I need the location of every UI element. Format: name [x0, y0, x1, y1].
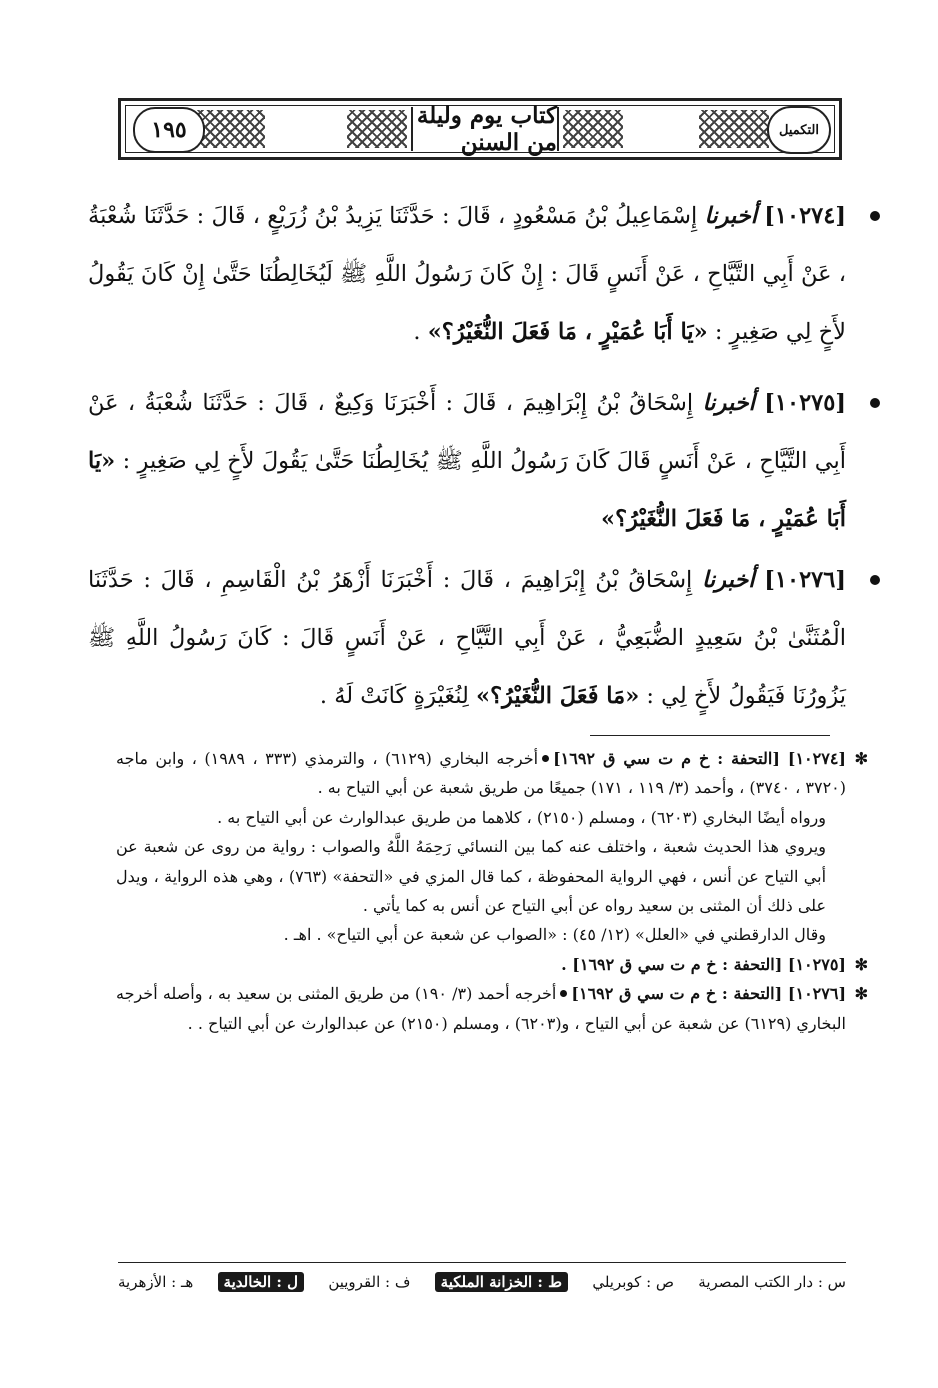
hadith-quote: «يَا أَبَا عُمَيْرٍ ، مَا فَعَلَ النُّغَيْرُ؟»	[88, 448, 846, 532]
page-number: ١٩٥	[151, 117, 187, 143]
footnote-para: ويروي هذا الحديث شعبة ، واختلف عنه كما بين النسائي رَحِمَهُ اللَّهُ والصواب : رواية من روى عن شعبة عن أبي التياح عن أنس ، فهي الرواية المحفوظة ، كما قال المزي في «التحفة» (٧٦٣) ، وهي هذه الرواية ، ويدل على ذلك أن المثنى بن سعيد رواه عن أبي التياح عن أنس به كما يأتي .	[116, 837, 827, 916]
siglum-l: ل : الخالدية	[218, 1272, 305, 1292]
footnote-text: أخرجه أحمد (٣/ ١٩٠) من طريق المثنى بن سعيد به ، وأصله أخرجه البخاري (٦١٢٩) عن شعبة عن أبي التياح ، و(٦٢٠٣) ، ومسلم (٢١٥٠) عن عبدالوارث عن أبي التياح . .	[116, 984, 846, 1033]
asterisk-icon: ✻	[854, 749, 868, 768]
footnote-para: ورواه أيضًا البخاري (٦٢٠٣) ، ومسلم (٢١٥٠) ، كلاهما من طريق عبدالوارث عن أبي التياح به .	[217, 807, 826, 827]
footnote-10274	[116, 744, 868, 950]
manuscript-sigla	[118, 1268, 846, 1296]
akhbarana-label: أخبرنا	[702, 390, 755, 416]
footnote-para: وقال الدارقطني في «العلل» (١٢/ ٤٥) : «الصواب عن شعبة عن أبي التياح» . اهـ .	[283, 925, 826, 945]
hadith-quote: «مَا فَعَلَ النُّغَيْرُ؟»	[476, 683, 640, 709]
hadith-quote: «يَا أَبَا عُمَيْرٍ ، مَا فَعَلَ النُّغَيْرُ؟»	[427, 319, 708, 345]
footnote-ref: [١٠٢٧٥] [التحفة : خ م ت سي ق ١٦٩٢] .	[561, 954, 846, 974]
header-ornament	[699, 110, 769, 148]
footnote-10275	[116, 950, 868, 979]
siglum-ss: ص : كوبريلي	[592, 1273, 675, 1291]
bullet-icon	[870, 211, 880, 221]
dot-icon	[542, 755, 549, 762]
footnote-10276	[116, 979, 868, 1038]
hadith-number: [١٠٢٧٥]	[764, 390, 846, 416]
hadith-text: إِسْحَاقُ بْنُ إِبْرَاهِيمَ ، قَالَ : أَخْبَرَنَا أَزْهَرُ بْنُ الْقَاسِمِ ، قَالَ : حَدَّثَنَا الْمُثَنَّىٰ بْنُ سَعِيدٍ الضُّبَعِيُّ ، عَنْ أَبِي التَّيَّاحِ ، عَنْ أَنَسٍ قَالَ : كَانَ رَسُولُ اللَّهِ ﷺ يَزُورُنَا فَيَقُولُ لأَخٍ لِي :	[88, 567, 846, 709]
asterisk-icon: ✻	[854, 984, 868, 1004]
hadith-text: إِسْحَاقُ بْنُ إِبْرَاهِيمَ ، قَالَ : أَخْبَرَنَا وَكِيعٌ ، قَالَ : حَدَّثَنَا شُعْبَةُ ، عَنْ أَبِي التَّيَّاحِ ، عَنْ أَنَسٍ قَالَ كَانَ رَسُولُ اللَّهِ ﷺ يُخَالِطُنَا حَتَّىٰ يَقُولَ لأَخٍ لِي صَغِيرٍ :	[88, 390, 846, 474]
dot-icon	[560, 990, 567, 997]
akhbarana-label: أخبرنا	[704, 203, 757, 229]
hadith-number: [١٠٢٧٤]	[764, 203, 846, 229]
hadith-number: [١٠٢٧٦]	[764, 567, 846, 593]
footnote-ref: [١٠٢٧٤] [التحفة : خ م ت سي ق ١٦٩٢]	[553, 749, 846, 768]
page-header	[118, 98, 842, 160]
siglum-s: س : دار الكتب المصرية	[698, 1273, 846, 1291]
hadith-10275	[88, 374, 846, 548]
siglum-t: ط : الخزانة الملكية	[435, 1272, 568, 1292]
hadith-tail: لِنُغَيْرَةٍ كَانَتْ لَهُ .	[319, 683, 477, 709]
hadith-text: إِسْمَاعِيلُ بْنُ مَسْعُودٍ ، قَالَ : حَدَّثَنَا يَزِيدُ بْنُ زُرَيْعٍ ، قَالَ : حَدَّثَنَا شُعْبَةُ ، عَنْ أَبِي التَّيَّاحِ ، عَنْ أَنَسٍ قَالَ : إِنْ كَانَ رَسُولُ اللَّهِ ﷺ لَيُخَالِطُنَا حَتَّىٰ إِنْ كَانَ يَقُولُ لأَخٍ لِي صَغِيرٍ :	[88, 203, 846, 345]
footnote-separator	[590, 735, 830, 736]
logo-text: التكميل	[779, 122, 819, 138]
hadith-10276	[88, 551, 846, 725]
hadith-tail: .	[413, 319, 428, 345]
footnote-ref: [١٠٢٧٦] [التحفة : خ م ت سي ق ١٦٩٢]	[571, 984, 847, 1004]
hadith-10274	[88, 187, 846, 361]
book-title: كتاب يوم وليلة من السنن	[416, 102, 557, 156]
siglum-f: ف : القرويين	[328, 1273, 411, 1291]
header-ornament	[563, 110, 623, 148]
asterisk-icon: ✻	[854, 954, 868, 974]
header-ornament	[195, 110, 265, 148]
footnote-text: أخرجه البخاري (٦١٢٩) ، والترمذي (٣٣٣ ، ١٩٨٩) ، وابن ماجه (٣٧٢٠ ، ٣٧٤٠) ، وأحمد (٣/ ١١٩ ، ١٧١) جميعًا من طريق شعبة عن أبي التياح به .	[116, 749, 846, 798]
page-number-box	[133, 107, 205, 153]
header-ornament	[347, 110, 407, 148]
book-title-box	[411, 102, 559, 156]
footnotes	[116, 744, 868, 1038]
publisher-logo	[767, 106, 831, 154]
siglum-h: هـ : الأزهرية	[118, 1273, 194, 1291]
akhbarana-label: أخبرنا	[702, 567, 755, 593]
footer-rule	[118, 1262, 846, 1263]
bullet-icon	[870, 398, 880, 408]
bullet-icon	[870, 575, 880, 585]
